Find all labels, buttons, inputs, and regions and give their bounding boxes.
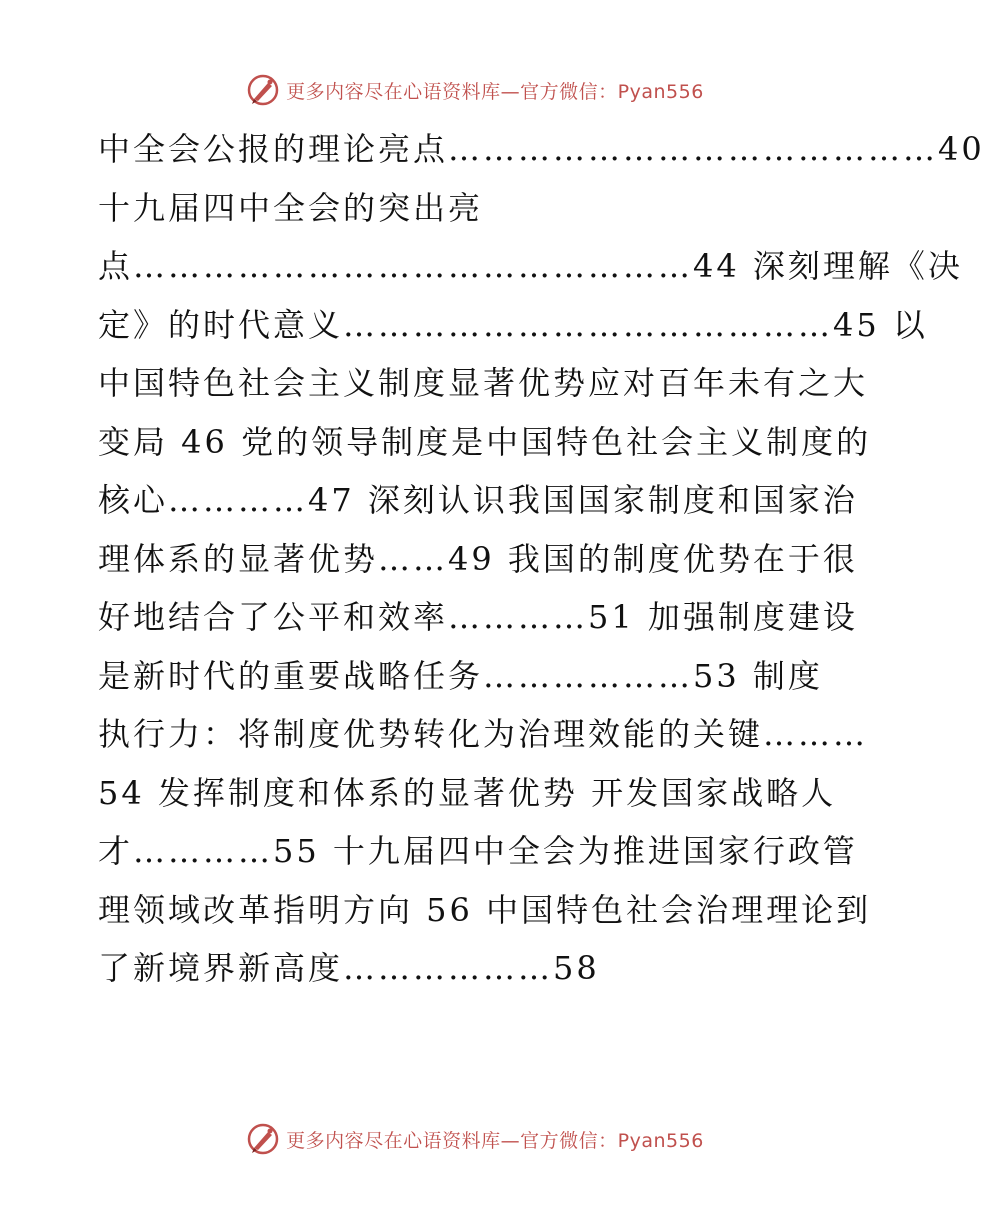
toc-line: 中全会公报的理论亮点……………………………………40 bbox=[98, 130, 985, 168]
footer-banner bbox=[0, 1119, 950, 1159]
toc-line: 是新时代的重要战略任务………………53 制度 bbox=[98, 656, 823, 695]
header-banner bbox=[0, 70, 950, 110]
toc-line: 定》的时代意义……………………………………45 以 bbox=[98, 305, 928, 344]
pen-logo-icon bbox=[246, 73, 280, 107]
toc-line: 变局 46 党的领导制度是中国特色社会主义制度的 bbox=[98, 422, 872, 461]
toc-line: 执行力：将制度优势转化为治理效能的关键……… bbox=[98, 715, 869, 753]
toc-line: 中国特色社会主义制度显著优势应对百年未有之大 bbox=[98, 364, 869, 402]
toc-line: 理体系的显著优势……49 我国的制度优势在于很 bbox=[98, 539, 858, 578]
toc-line: 核心…………47 深刻认识我国国家制度和国家治 bbox=[98, 481, 858, 519]
toc-line: 理领域改革指明方向 56 中国特色社会治理理论到 bbox=[98, 890, 872, 929]
toc-line: 才…………55 十九届四中全会为推进国家行政管 bbox=[98, 832, 858, 870]
toc-line: 点…………………………………………44 深刻理解《决 bbox=[98, 247, 963, 285]
toc-line: 好地结合了公平和效率…………51 加强制度建设 bbox=[98, 598, 858, 636]
toc-line: 了新境界新高度………………58 bbox=[98, 949, 600, 987]
pen-logo-icon bbox=[246, 1122, 280, 1156]
header-banner-text: 更多内容尽在心语资料库—官方微信：Pyan556 bbox=[286, 80, 704, 103]
toc-line: 十九届四中全会的突出亮 bbox=[98, 188, 484, 227]
footer-banner-text: 更多内容尽在心语资料库—官方微信：Pyan556 bbox=[286, 1129, 704, 1152]
toc-line: 54 发挥制度和体系的显著优势 开发国家战略人 bbox=[98, 773, 837, 812]
toc-content bbox=[98, 120, 985, 998]
